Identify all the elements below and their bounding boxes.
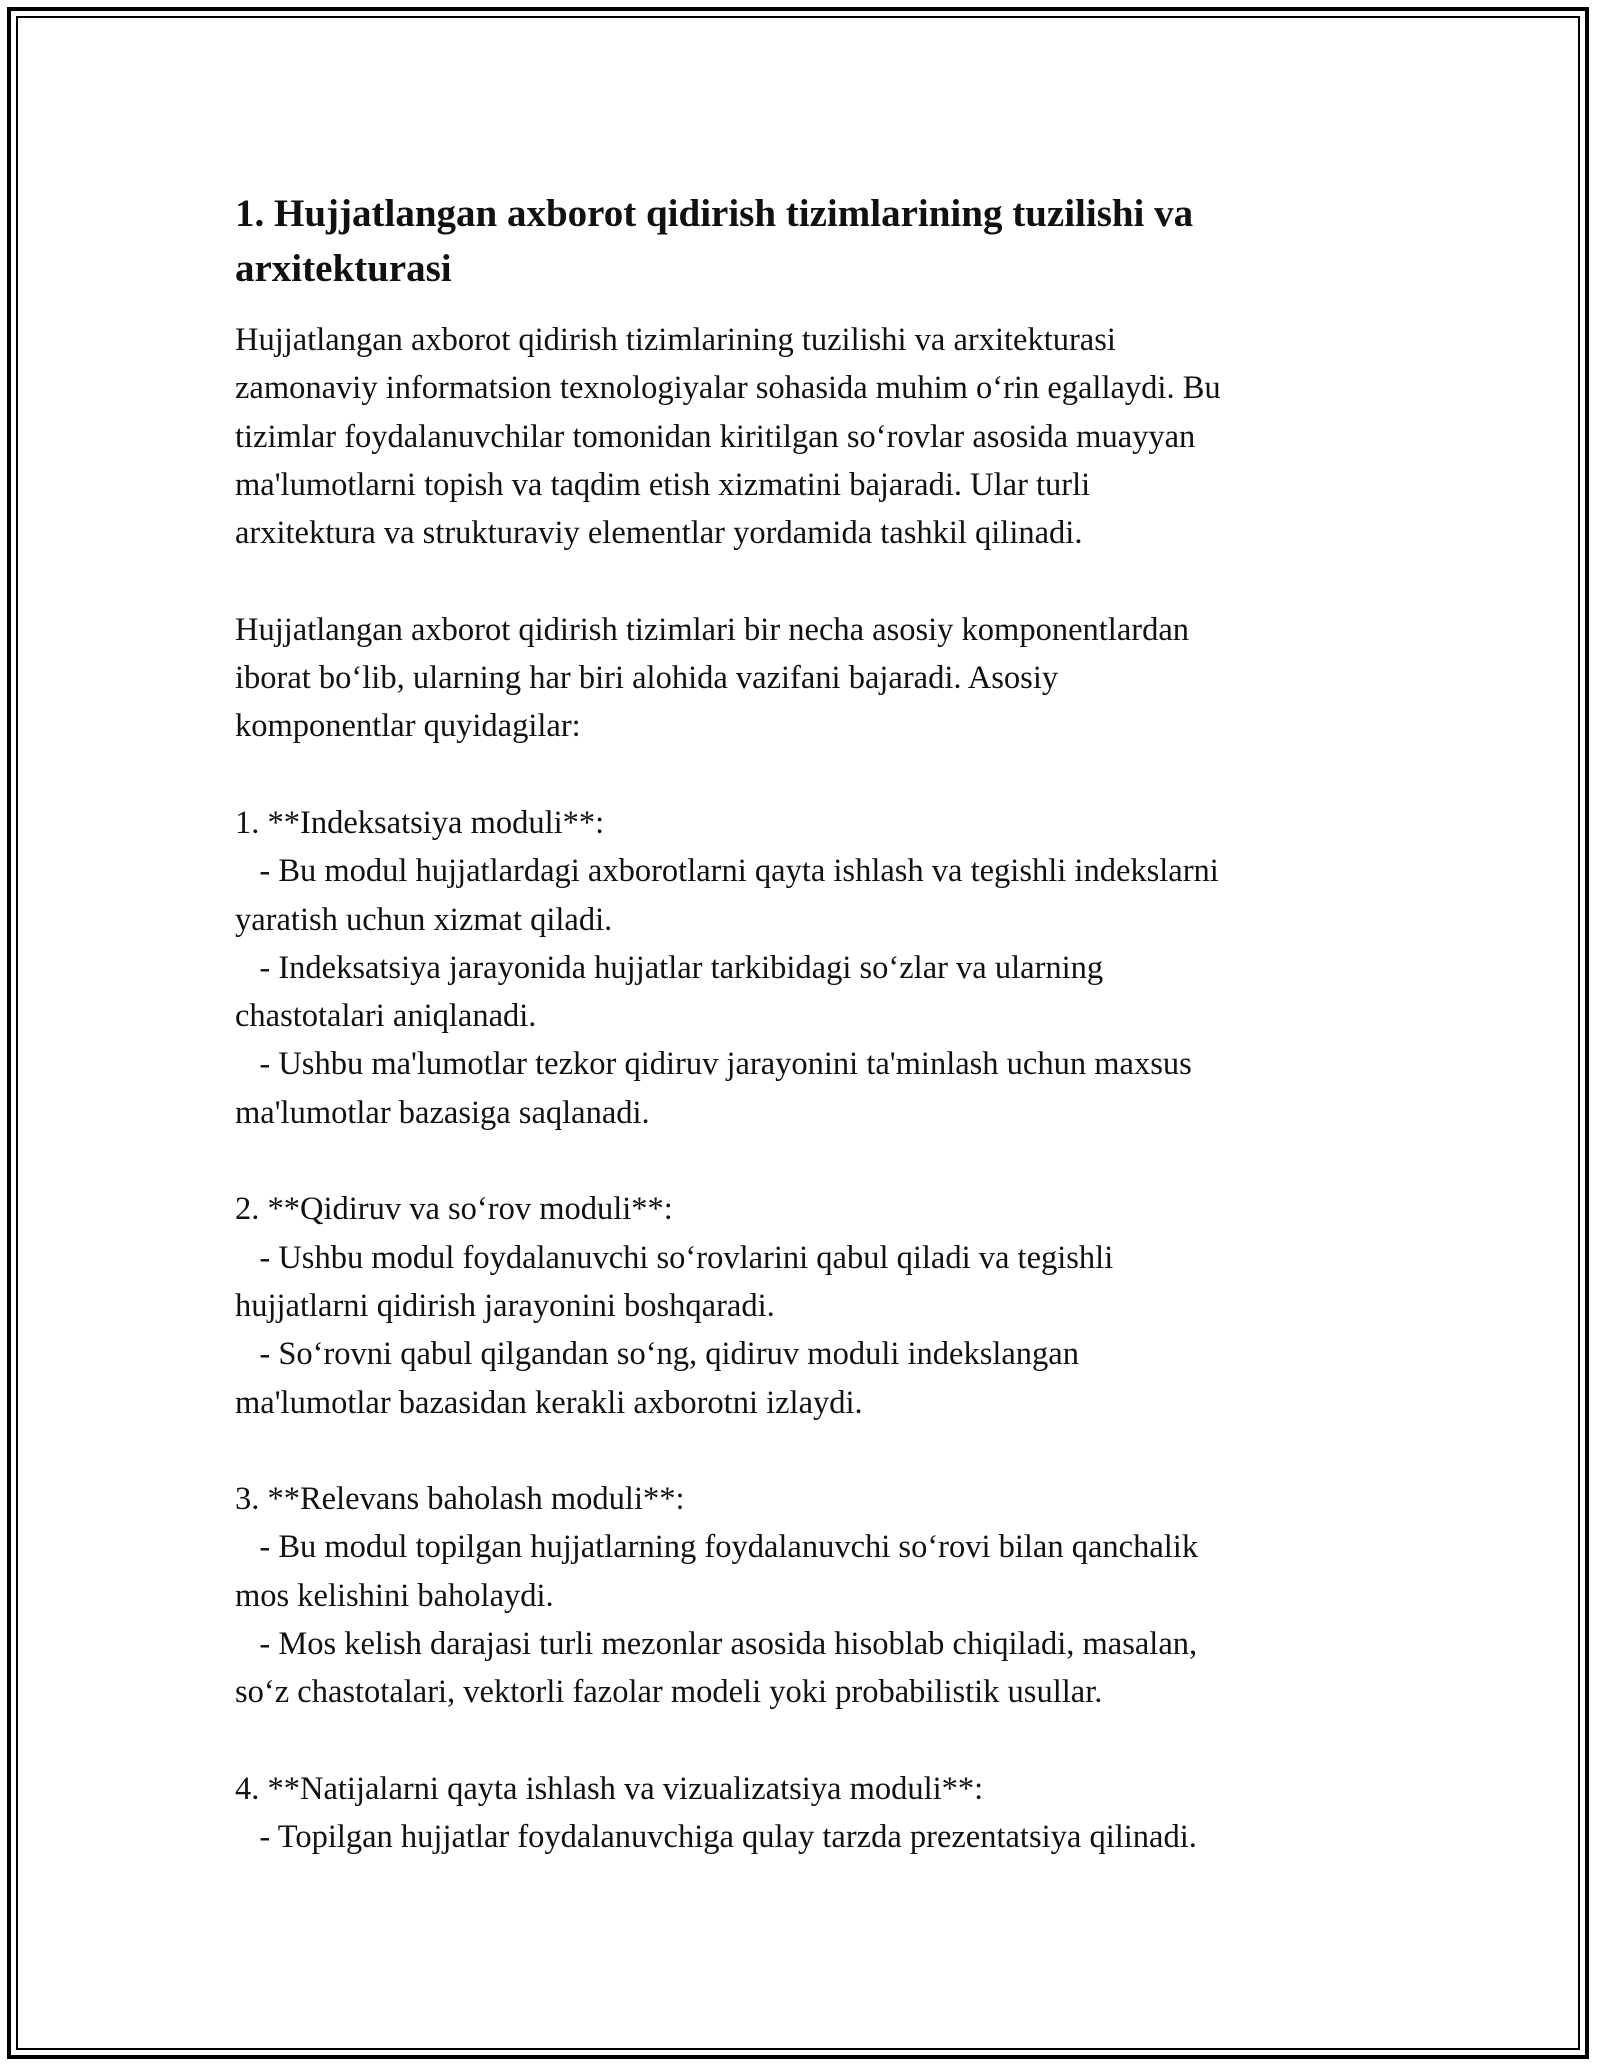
document-body: Hujjatlangan axborot qidirish tizimlarining tuzilishi va arxitekturasi zamonaviy informatsion texnologiyalar sohasida muhim o‘rin egallaydi. Bu tizimlar foydalanuvchilar tomonidan kiritilgan so‘rovlar asosida muayyan ma'lumotlarni topish va taqdim etish xizmatini bajaradi. Ular turli arxitektura va strukturaviy elementlar yordamida tashkil qilinadi. Hujjatlangan axborot qidirish tizimlari bir necha asosiy komponentlardan iborat bo‘lib, ularning har biri alohida vazifani bajaradi. Asosiy komponentlar quyidagilar: 1. **Indeksatsiya moduli**: - Bu modul hujjatlardagi axborotlarni qayta ishlash va tegishli indekslarni yaratish uchun xizmat qiladi. - Indeksatsiya jarayonida hujjatlar tarkibidagi so‘zlar va ularning chastotalari aniqlanadi. - Ushbu ma'lumotlar tezkor qidiruv jarayonini ta'minlash uchun maxsus ma'lumotlar bazasiga saqlanadi. 2. **Qidiruv va so‘rov moduli**: - Ushbu modul foydalanuvchi so‘rovlarini qabul qiladi va tegishli hujjatlarni qidirish jarayonini boshqaradi. - So‘rovni qabul qilgandan so‘ng, qidiruv moduli indekslangan ma'lumotlar bazasidan kerakli axborotni izlaydi. 3. **Relevans baholash moduli**: - Bu modul topilgan hujjatlarning foydalanuvchi so‘rovi bilan qanchalik mos kelishini baholaydi. - Mos kelish darajasi turli mezonlar asosida hisoblab chiqiladi, masalan, so‘z chastotalari, vektorli fazolar modeli yoki probabilistik usullar. 4. **Natijalarni qayta ishlash va vizualizatsiya moduli**: - Topilgan hujjatlar foydalanuvchiga qulay tarzda prezentatsiya qilinadi.: [235, 322, 1221, 1856]
document-content: [235, 186, 1365, 1862]
document-title: 1. Hujjatlangan axborot qidirish tizimlarining tuzilishi va arxitekturasi: [235, 192, 1194, 290]
